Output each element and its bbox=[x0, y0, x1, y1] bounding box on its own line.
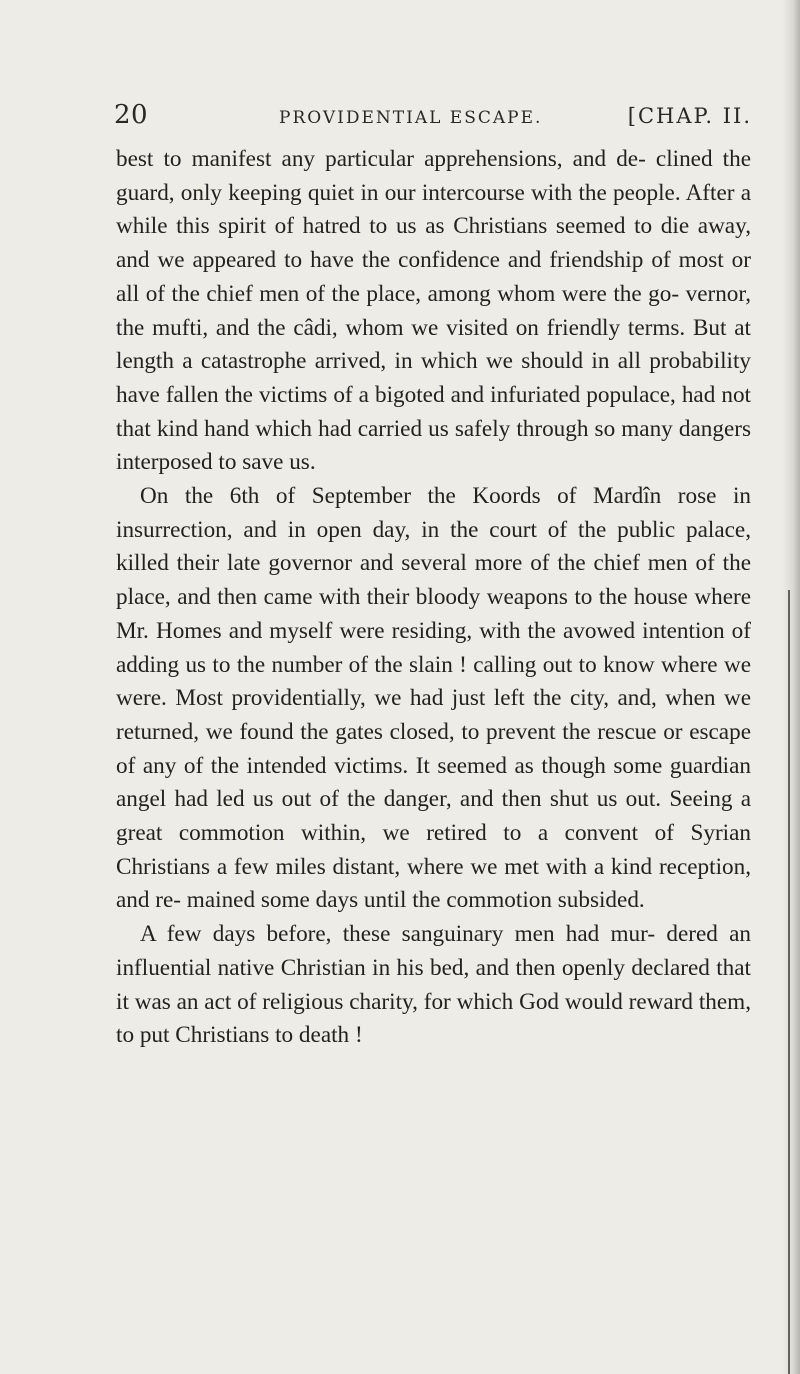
paragraph-2: On the 6th of September the Koords of Mardîn rose in insurrection, and in open day, in the court of the public palace, killed their late governor and several more of the chief men of the place, and then came with their bloody weapons to the house where Mr. Homes and myself were residing, with the avowed intention of adding us to the number of the slain ! calling out to know where we were. Most providentially, we had just left the city, and, when we returned, we found the gates closed, to prevent the rescue or escape of any of the intended victims. It seemed as though some guardian angel had led us out of the danger, and then shut us out. Seeing a great commotion within, we retired to a convent of Syrian Christians a few miles distant, where we met with a kind reception, and re- mained some days until the commotion subsided. bbox=[116, 483, 751, 914]
paragraph-3: A few days before, these sanguinary men had mur- dered an influential native Christian in his bed, and then openly declared that it was an act of religious charity, for which God would reward them, to put Christians to death ! bbox=[116, 921, 751, 1049]
running-head: PROVIDENTIAL ESCAPE. bbox=[279, 108, 543, 128]
page-header bbox=[114, 100, 754, 140]
page-edge-shadow bbox=[782, 0, 800, 1374]
paragraph-1: best to manifest any particular apprehensions, and de- clined the guard, only keeping quiet in our intercourse with the people. After a while this spirit of hatred to us as Christians seemed to die away, and we appeared to have the confidence and friendship of most or all of the chief men of the place, among whom were the go- vernor, the mufti, and the câdi, whom we visited on friendly terms. But at length a catastrophe arrived, in which we should in all probability have fallen the victims of a bigoted and infuriated populace, had not that kind hand which had carried us safely through so many dangers interposed to save us. bbox=[116, 146, 751, 476]
page-edge-line bbox=[788, 590, 790, 1374]
body-text bbox=[116, 143, 751, 1053]
chapter-label: [CHAP. II. bbox=[627, 104, 752, 128]
page-number: 20 bbox=[114, 100, 149, 130]
